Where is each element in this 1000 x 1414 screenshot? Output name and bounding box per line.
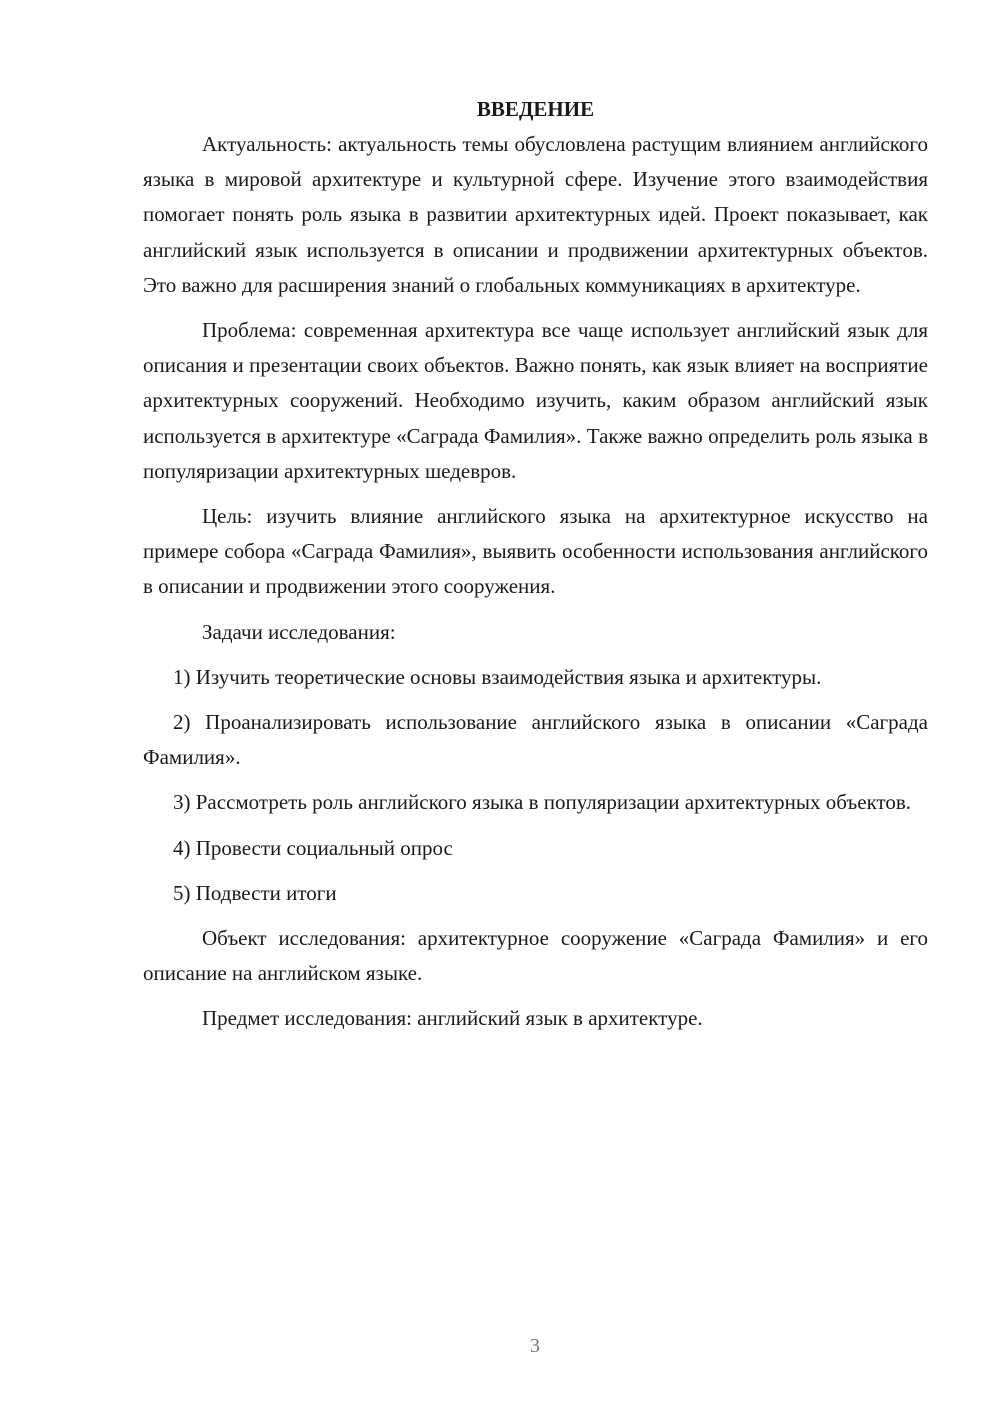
list-item-task-5: 5) Подвести итоги: [173, 880, 337, 905]
list-item-task-1: 1) Изучить теоретические основы взаимодействия языка и архитектуры.: [173, 664, 822, 689]
paragraph-problem: Проблема: современная архитектура все чаще использует английский язык для описания и презентации своих объектов. Важно понять, как язык влияет на восприятие архитектурных сооружений. Необходимо изучить, каким образом английский язык используется в архитектуре «Саграда Фамилия». Также важно определить роль языка в популяризации архитектурных шедевров.: [143, 318, 928, 483]
paragraph-relevance: Актуальность: актуальность темы обусловлена растущим влиянием английского языка в мировой архитектуре и культурной сфере. Изучение этого взаимодействия помогает понять роль языка в развитии архитектурных идей. Проект показывает, как английский язык используется в описании и продвижении архитектурных объектов. Это важно для расширения знаний о глобальных коммуникациях в архитектуре.: [143, 132, 928, 297]
paragraph-subject: Предмет исследования: английский язык в архитектуре.: [202, 1006, 703, 1031]
paragraph-tasks-heading: Задачи исследования:: [202, 619, 396, 644]
list-item-task-3: 3) Рассмотреть роль английского языка в популяризации архитектурных объектов.: [173, 790, 912, 815]
paragraph-object: Объект исследования: архитектурное сооружение «Саграда Фамилия» и его описание на английском языке.: [143, 926, 928, 986]
paragraph-goal: Цель: изучить влияние английского языка на архитектурное искусство на примере собора «Саграда Фамилия», выявить особенности использования английского в описании и продвижении этого сооружения.: [143, 504, 928, 599]
list-item-task-4: 4) Провести социальный опрос: [173, 835, 453, 860]
page-title: ВВЕДЕНИЕ: [476, 97, 595, 121]
document-page: [143, 92, 928, 1037]
list-item-task-2: 2) Проанализировать использование английского языка в описании «Саграда Фамилия».: [143, 710, 928, 770]
page-number: 3: [530, 1335, 540, 1357]
